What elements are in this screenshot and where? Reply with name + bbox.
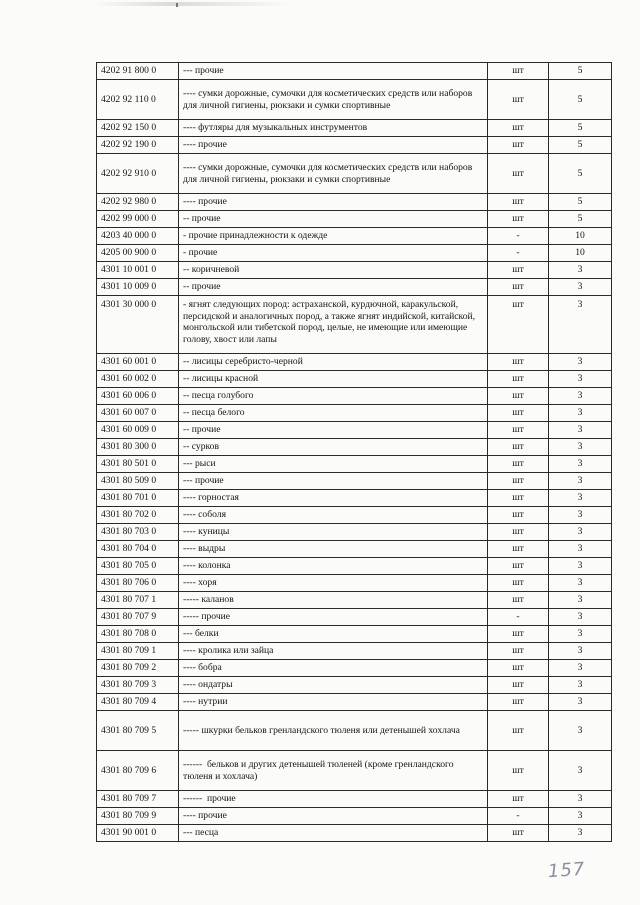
table-row (97, 296, 612, 354)
table-row (97, 507, 612, 524)
unit-cell: шт (488, 751, 549, 791)
table-row (97, 541, 612, 558)
unit-cell: шт (488, 80, 549, 120)
table-body (97, 63, 612, 842)
code-cell: 4202 91 800 0 (97, 63, 179, 80)
description-cell: -- прочие (179, 279, 488, 296)
rate-cell: 3 (549, 825, 612, 842)
unit-cell: шт (488, 439, 549, 456)
table-row (97, 371, 612, 388)
table-row (97, 524, 612, 541)
rate-cell: 3 (549, 279, 612, 296)
code-cell: 4301 80 702 0 (97, 507, 179, 524)
page-number: 157 (547, 858, 587, 883)
rate-cell: 3 (549, 575, 612, 592)
table-row (97, 751, 612, 791)
code-cell: 4301 80 300 0 (97, 439, 179, 456)
code-cell: 4301 60 001 0 (97, 354, 179, 371)
unit-cell: шт (488, 137, 549, 154)
rate-cell: 3 (549, 439, 612, 456)
table-row (97, 456, 612, 473)
code-cell: 4301 80 701 0 (97, 490, 179, 507)
unit-cell: шт (488, 825, 549, 842)
description-cell: - прочие (179, 245, 488, 262)
code-cell: 4202 92 110 0 (97, 80, 179, 120)
description-cell: ----- шкурки бельков гренландского тюленя или детенышей хохлача (179, 711, 488, 751)
rate-cell: 3 (549, 694, 612, 711)
unit-cell: шт (488, 643, 549, 660)
table-row (97, 711, 612, 751)
unit-cell: шт (488, 211, 549, 228)
table-row (97, 63, 612, 80)
rate-cell: 5 (549, 211, 612, 228)
code-cell: 4301 60 007 0 (97, 405, 179, 422)
code-cell: 4301 80 706 0 (97, 575, 179, 592)
description-cell: ---- бобра (179, 660, 488, 677)
unit-cell: шт (488, 262, 549, 279)
unit-cell: шт (488, 490, 549, 507)
code-cell: 4202 92 910 0 (97, 154, 179, 194)
table-row (97, 694, 612, 711)
description-cell: -- прочие (179, 422, 488, 439)
unit-cell: - (488, 808, 549, 825)
description-cell: -- песца голубого (179, 388, 488, 405)
description-cell: ---- кролика или зайца (179, 643, 488, 660)
table-row (97, 660, 612, 677)
description-cell: ------ бельков и других детенышей тюленей (кроме гренландского тюленя и хохлача) (179, 751, 488, 791)
code-cell: 4301 60 009 0 (97, 422, 179, 439)
unit-cell: шт (488, 660, 549, 677)
description-cell: - прочие принадлежности к одежде (179, 228, 488, 245)
scan-artifact (92, 2, 292, 6)
unit-cell: шт (488, 296, 549, 354)
description-cell: ---- выдры (179, 541, 488, 558)
unit-cell: шт (488, 194, 549, 211)
table-row (97, 643, 612, 660)
description-cell: ---- прочие (179, 194, 488, 211)
code-cell: 4301 80 501 0 (97, 456, 179, 473)
tariff-table (96, 62, 612, 842)
table-row (97, 262, 612, 279)
rate-cell: 10 (549, 245, 612, 262)
rate-cell: 3 (549, 541, 612, 558)
description-cell: --- белки (179, 626, 488, 643)
rate-cell: 3 (549, 592, 612, 609)
unit-cell: шт (488, 791, 549, 808)
table-row (97, 609, 612, 626)
rate-cell: 3 (549, 677, 612, 694)
rate-cell: 3 (549, 660, 612, 677)
description-cell: -- песца белого (179, 405, 488, 422)
description-cell: ---- футляры для музыкальных инструментов (179, 120, 488, 137)
description-cell: ---- прочие (179, 137, 488, 154)
description-cell: --- песца (179, 825, 488, 842)
unit-cell: шт (488, 120, 549, 137)
code-cell: 4301 80 704 0 (97, 541, 179, 558)
unit-cell: шт (488, 279, 549, 296)
rate-cell: 3 (549, 558, 612, 575)
description-cell: ----- прочие (179, 609, 488, 626)
unit-cell: шт (488, 388, 549, 405)
code-cell: 4301 10 001 0 (97, 262, 179, 279)
table-row (97, 354, 612, 371)
unit-cell: - (488, 609, 549, 626)
description-cell: --- рыси (179, 456, 488, 473)
rate-cell: 5 (549, 154, 612, 194)
code-cell: 4301 80 709 3 (97, 677, 179, 694)
scan-artifact-dot (176, 3, 178, 7)
table-row (97, 211, 612, 228)
code-cell: 4203 40 000 0 (97, 228, 179, 245)
table-row (97, 791, 612, 808)
code-cell: 4301 80 709 9 (97, 808, 179, 825)
rate-cell: 5 (549, 194, 612, 211)
description-cell: - ягнят следующих пород: астраханской, курдючной, каракульской, персидской и аналогичных пород, а также ягнят индийской, китайской, монгольской или тибетской пород, целые, не имеющие или имеющие голову, хвост или лапы (179, 296, 488, 354)
rate-cell: 3 (549, 371, 612, 388)
table-row (97, 473, 612, 490)
code-cell: 4301 10 009 0 (97, 279, 179, 296)
table-row (97, 194, 612, 211)
table-row (97, 626, 612, 643)
rate-cell: 3 (549, 643, 612, 660)
code-cell: 4301 80 709 6 (97, 751, 179, 791)
rate-cell: 5 (549, 80, 612, 120)
code-cell: 4301 80 709 2 (97, 660, 179, 677)
code-cell: 4301 80 709 7 (97, 791, 179, 808)
rate-cell: 5 (549, 120, 612, 137)
rate-cell: 3 (549, 751, 612, 791)
code-cell: 4301 80 707 9 (97, 609, 179, 626)
table-row (97, 558, 612, 575)
unit-cell: шт (488, 558, 549, 575)
description-cell: ---- хоря (179, 575, 488, 592)
table-row (97, 825, 612, 842)
rate-cell: 3 (549, 524, 612, 541)
table-row (97, 592, 612, 609)
unit-cell: шт (488, 371, 549, 388)
table-row (97, 490, 612, 507)
unit-cell: шт (488, 154, 549, 194)
code-cell: 4301 80 708 0 (97, 626, 179, 643)
unit-cell: шт (488, 524, 549, 541)
unit-cell: шт (488, 711, 549, 751)
table-row (97, 575, 612, 592)
description-cell: -- лисицы красной (179, 371, 488, 388)
rate-cell: 3 (549, 791, 612, 808)
code-cell: 4301 80 705 0 (97, 558, 179, 575)
table-row (97, 80, 612, 120)
description-cell: ---- куницы (179, 524, 488, 541)
code-cell: 4301 60 006 0 (97, 388, 179, 405)
rate-cell: 5 (549, 137, 612, 154)
description-cell: -- сурков (179, 439, 488, 456)
unit-cell: шт (488, 592, 549, 609)
description-cell: ---- колонка (179, 558, 488, 575)
code-cell: 4301 80 703 0 (97, 524, 179, 541)
table-row (97, 405, 612, 422)
rate-cell: 3 (549, 711, 612, 751)
description-cell: -- прочие (179, 211, 488, 228)
rate-cell: 3 (549, 422, 612, 439)
code-cell: 4301 90 001 0 (97, 825, 179, 842)
description-cell: ---- нутрии (179, 694, 488, 711)
table-row (97, 137, 612, 154)
code-cell: 4301 30 000 0 (97, 296, 179, 354)
description-cell: -- лисицы серебристо-черной (179, 354, 488, 371)
unit-cell: шт (488, 575, 549, 592)
table-row (97, 808, 612, 825)
code-cell: 4301 80 709 4 (97, 694, 179, 711)
table-row (97, 120, 612, 137)
table-row (97, 228, 612, 245)
rate-cell: 3 (549, 262, 612, 279)
unit-cell: шт (488, 405, 549, 422)
unit-cell: - (488, 228, 549, 245)
table-row (97, 422, 612, 439)
table-row (97, 279, 612, 296)
table-row (97, 245, 612, 262)
code-cell: 4202 92 190 0 (97, 137, 179, 154)
code-cell: 4205 00 900 0 (97, 245, 179, 262)
code-cell: 4202 92 150 0 (97, 120, 179, 137)
rate-cell: 3 (549, 808, 612, 825)
rate-cell: 3 (549, 388, 612, 405)
description-cell: ---- ондатры (179, 677, 488, 694)
description-cell: --- прочие (179, 63, 488, 80)
code-cell: 4301 60 002 0 (97, 371, 179, 388)
code-cell: 4301 80 709 1 (97, 643, 179, 660)
unit-cell: шт (488, 422, 549, 439)
description-cell: ---- сумки дорожные, сумочки для косметических средств или наборов для личной гигиены, рюкзаки и сумки спортивные (179, 154, 488, 194)
rate-cell: 3 (549, 507, 612, 524)
unit-cell: шт (488, 473, 549, 490)
table-row (97, 388, 612, 405)
rate-cell: 3 (549, 354, 612, 371)
rate-cell: 3 (549, 456, 612, 473)
unit-cell: шт (488, 63, 549, 80)
rate-cell: 3 (549, 405, 612, 422)
description-cell: ----- каланов (179, 592, 488, 609)
rate-cell: 3 (549, 473, 612, 490)
rate-cell: 3 (549, 626, 612, 643)
unit-cell: шт (488, 354, 549, 371)
code-cell: 4202 92 980 0 (97, 194, 179, 211)
table-row (97, 677, 612, 694)
description-cell: -- коричневой (179, 262, 488, 279)
rate-cell: 3 (549, 296, 612, 354)
unit-cell: шт (488, 694, 549, 711)
unit-cell: шт (488, 456, 549, 473)
rate-cell: 5 (549, 63, 612, 80)
code-cell: 4301 80 509 0 (97, 473, 179, 490)
description-cell: ---- прочие (179, 808, 488, 825)
code-cell: 4202 99 000 0 (97, 211, 179, 228)
unit-cell: шт (488, 507, 549, 524)
table-row (97, 154, 612, 194)
table-row (97, 439, 612, 456)
description-cell: ---- горностая (179, 490, 488, 507)
code-cell: 4301 80 709 5 (97, 711, 179, 751)
rate-cell: 3 (549, 609, 612, 626)
description-cell: --- прочие (179, 473, 488, 490)
code-cell: 4301 80 707 1 (97, 592, 179, 609)
description-cell: ---- сумки дорожные, сумочки для косметических средств или наборов для личной гигиены, рюкзаки и сумки спортивные (179, 80, 488, 120)
rate-cell: 3 (549, 490, 612, 507)
rate-cell: 10 (549, 228, 612, 245)
unit-cell: - (488, 245, 549, 262)
description-cell: ---- соболя (179, 507, 488, 524)
unit-cell: шт (488, 541, 549, 558)
unit-cell: шт (488, 677, 549, 694)
unit-cell: шт (488, 626, 549, 643)
description-cell: ------ прочие (179, 791, 488, 808)
